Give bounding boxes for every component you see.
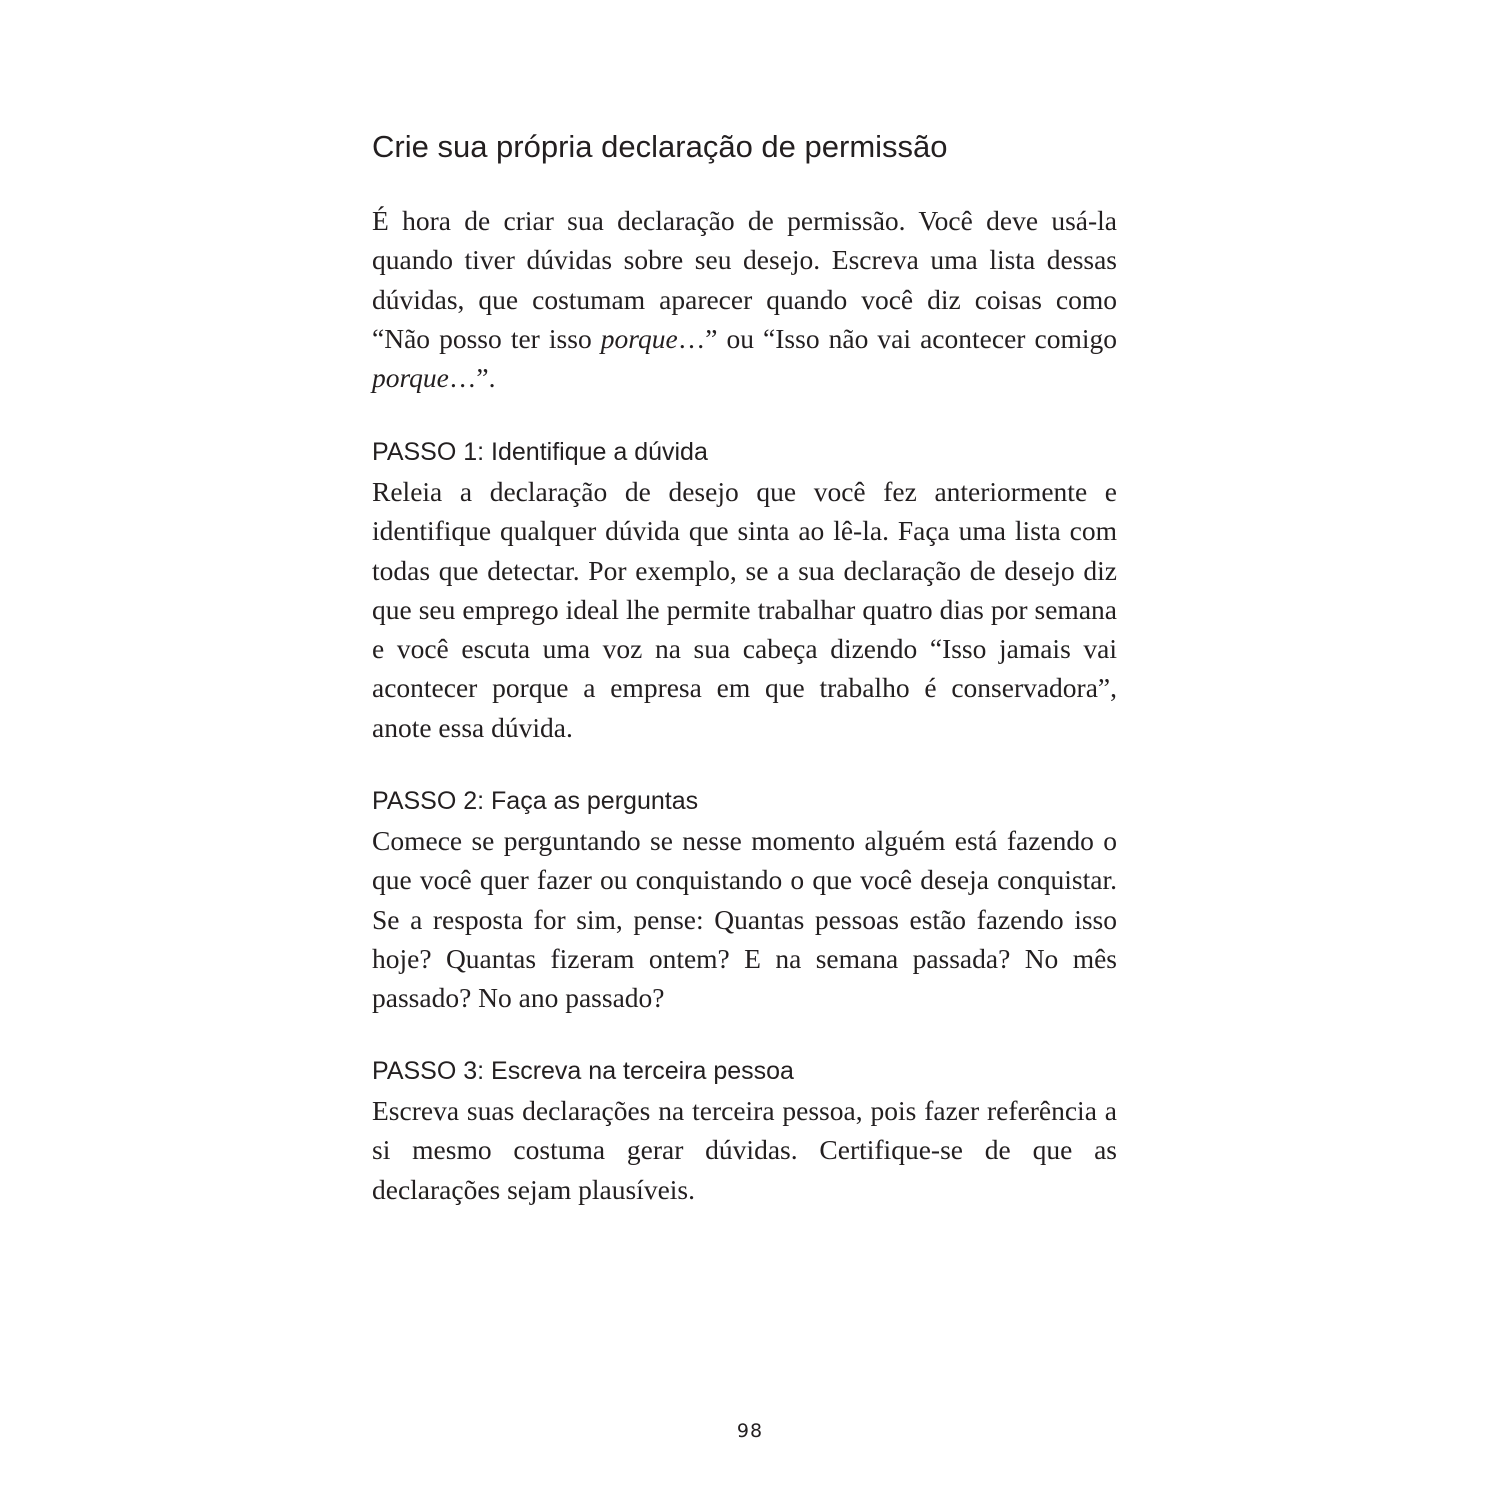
step-1-section <box>372 432 1117 747</box>
section-title: Crie sua própria declaração de permissão <box>372 129 948 164</box>
step-2-body: Comece se perguntando se nesse momento alguém está fazendo o que você quer fazer ou conquistando o que você deseja conquistar. Se a resposta for sim, pense: Quantas pessoas estão fazendo isso hoje? Quantas fizeram ontem? E na semana passada? No mês passado? No ano passado? <box>372 825 1117 1014</box>
step-2-section <box>372 781 1117 1017</box>
step-2-heading: PASSO 2: Faça as perguntas <box>372 787 699 815</box>
intro-text-part-3: …”. <box>448 362 496 394</box>
intro-emphasis-1: porque <box>600 322 678 354</box>
step-3-section <box>372 1051 1117 1209</box>
intro-emphasis-2: porque <box>372 362 449 394</box>
step-3-heading: PASSO 3: Escreva na terceira pessoa <box>372 1057 794 1085</box>
step-3-body: Escreva suas declarações na terceira pessoa, pois fazer referência a si mesmo costuma gerar dúvidas. Certifique-se de que as declarações sejam plausíveis. <box>372 1095 1117 1205</box>
intro-paragraph <box>372 201 1117 397</box>
page-number: 98 <box>736 1420 764 1442</box>
step-1-body: Releia a declaração de desejo que você fez anteriormente e identifique qualquer dúvida que sinta ao lê-la. Faça uma lista com todas que detectar. Por exemplo, se a sua declaração de desejo diz que seu emprego ideal lhe permite trabalhar quatro dias por semana e você escuta uma voz na sua cabeça dizendo “Isso jamais vai acontecer porque a empresa em que trabalho é conservadora”, anote essa dúvida. <box>372 476 1117 743</box>
intro-text-part-2: …” ou “Isso não vai acontecer comigo <box>677 322 1117 354</box>
intro-text-part-1: É hora de criar sua declaração de permissão. Você deve usá-la quando tiver dúvidas sobre seu desejo. Escreva uma lista dessas dúvidas, que costumam aparecer quando você diz coisas como “Não posso ter isso <box>372 205 1117 354</box>
step-1-heading: PASSO 1: Identifique a dúvida <box>372 438 708 466</box>
